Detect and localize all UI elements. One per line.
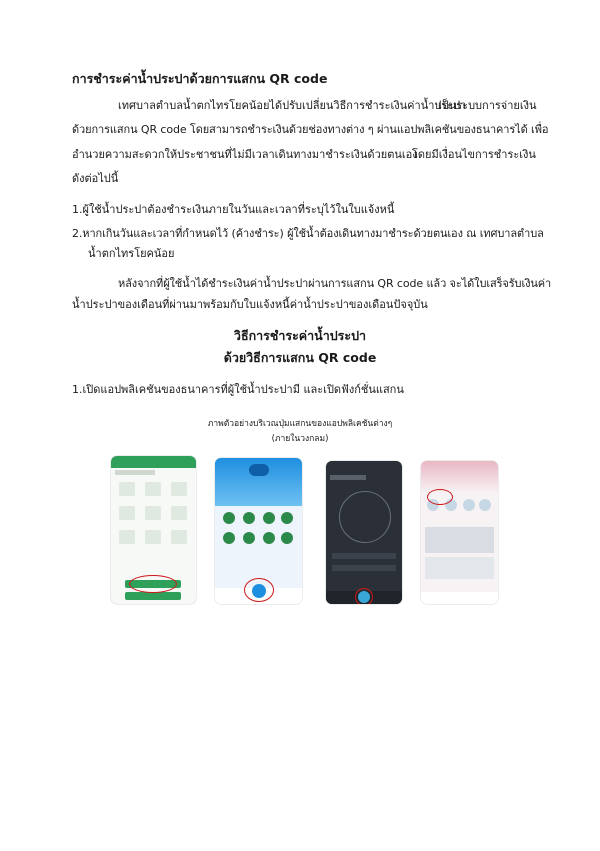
scan-highlight-circle [427, 489, 453, 505]
condition-1: 1.ผู้ใช้น้ำประปาต้องชำระเงินภายในวันและเวลาที่ระบุไว้ในใบแจ้งหนี้ [72, 203, 395, 216]
step-1: 1.เปิดแอปพลิเคชันของธนาคารที่ผู้ใช้น้ำประปามี และเปิดฟังก์ชั่นแสกน [72, 383, 404, 396]
condition-2-line-1: 2.หากเกินวันและเวลาที่กำหนดไว้ (ค้างชำระ) ผู้ใช้น้ำต้องเดินทางมาชำระด้วยตนเอง ณ เทศบาลตำบล [72, 227, 544, 240]
method-title-1: วิธีการชำระค่าน้ำประปา [233, 328, 367, 343]
intro-line-2: ด้วยการแสกน QR code โดยสามารถชำระเงินด้วยช่องทางต่าง ๆ ผ่านแอปพลิเคชันของธนาคารได้ เพื่อ [72, 123, 549, 136]
intro-line-3-tail: โดยมีเงื่อนไขการชำระเงิน [412, 148, 536, 161]
condition-2-line-2: น้ำตกไทรโยคน้อย [88, 247, 175, 260]
phone-screenshot-dark-app [326, 461, 402, 604]
scan-highlight-circle [129, 575, 177, 593]
scan-highlight-circle [244, 578, 274, 602]
phone-screenshot-green-app [111, 456, 196, 604]
intro-line-4: ดังต่อไปนี้ [72, 172, 119, 185]
after-payment-line-1: หลังจากที่ผู้ใช้น้ำได้ชำระเงินค่าน้ำประปาผ่านการแสกน QR code แล้ว จะได้ใบเสร็จรับเงินค่า [118, 277, 552, 290]
phone-screenshot-pink-app [421, 461, 498, 604]
image-caption-1: ภาพตัวอย่างบริเวณปุ่มแสกนของแอปพลิเคชันต่างๆ [207, 419, 393, 429]
intro-line-1-tail: เป็นระบบการจ่ายเงิน [438, 99, 537, 112]
phone-screenshot-next-app [215, 458, 302, 604]
intro-line-1: เทศบาลตำบลน้ำตกไทรโยคน้อยได้ปรับเปลี่ยนวิธีการชำระเงินค่าน้ำประปา [118, 99, 467, 112]
method-title-2: ด้วยวิธีการแสกน QR code [223, 350, 377, 365]
image-caption-2: (ภายในวงกลม) [271, 434, 329, 444]
heading: การชำระค่าน้ำประปาด้วยการแสกน QR code [72, 71, 328, 86]
intro-line-3: อำนวยความสะดวกให้ประชาชนที่ไม่มีเวลาเดินทางมาชำระเงินด้วยตนเอง [72, 148, 418, 161]
scan-highlight-circle [355, 588, 373, 604]
after-payment-line-2: น้ำประปาของเดือนที่ผ่านมาพร้อมกับใบแจ้งหนี้ค่าน้ำประปาของเดือนปัจจุบัน [72, 298, 428, 311]
